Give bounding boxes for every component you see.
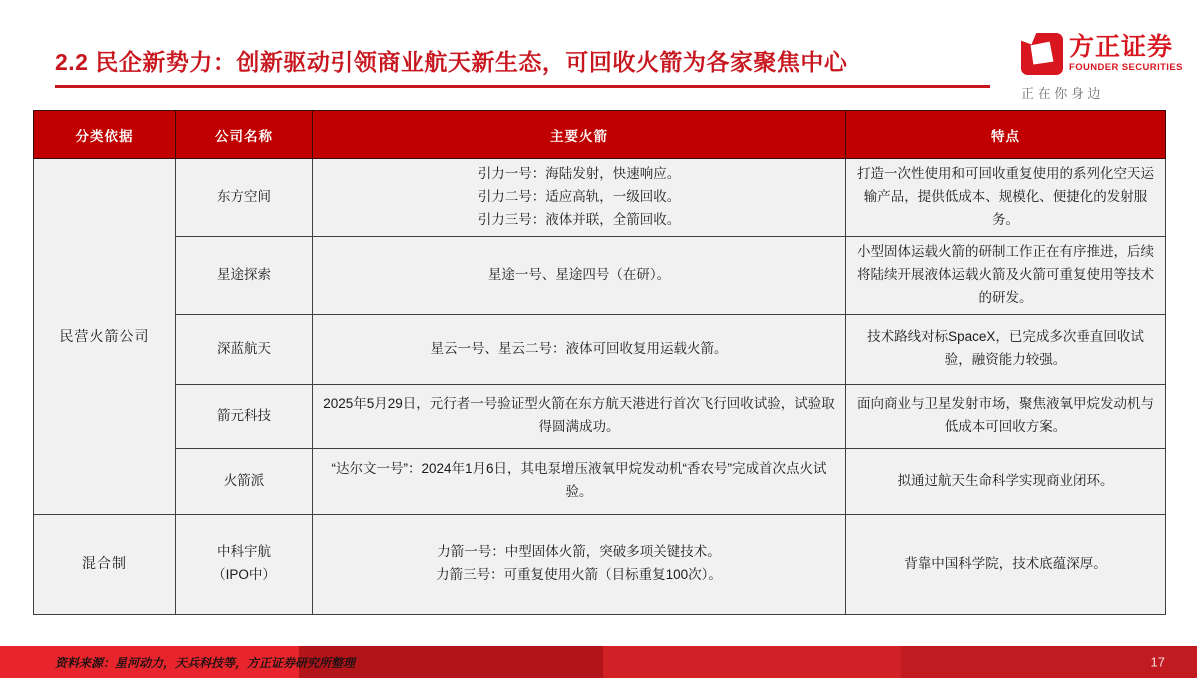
- rocket-line: 力箭一号：中型固体火箭，突破多项关键技术。: [437, 544, 721, 560]
- rockets-cell: “达尔文一号”：2024年1月6日，其电泵增压液氧甲烷发动机“香农号”完成首次点火试验。: [313, 448, 846, 514]
- company-cell: 火箭派: [176, 448, 313, 514]
- table-row: [34, 514, 1166, 614]
- logo-name-cn: 方正证券: [1069, 33, 1174, 61]
- rockets-cell: 星途一号、星途四号（在研）。: [313, 237, 846, 315]
- table-row: [34, 384, 1166, 448]
- rocket-line: 力箭三号：可重复使用火箭（目标重复100次）。: [436, 567, 722, 583]
- rocket-line: 引力一号：海陆发射，快速响应。: [477, 166, 681, 182]
- companies-table: [33, 110, 1166, 615]
- companies-table-wrapper: [33, 110, 1166, 615]
- table-header-row: [34, 111, 1166, 159]
- logo-text: [1069, 33, 1183, 73]
- table-row: [34, 159, 1166, 237]
- column-header-features: 特点: [846, 111, 1166, 159]
- company-cell: [176, 514, 313, 614]
- rockets-cell: [313, 159, 846, 237]
- company-line: 中科宇航: [217, 544, 271, 560]
- category-cell: 民营火箭公司: [34, 159, 176, 515]
- table-row: [34, 237, 1166, 315]
- rockets-cell: [313, 514, 846, 614]
- rockets-cell: 2025年5月29日，元行者一号验证型火箭在东方航天港进行首次飞行回收试验，试验取得圆满成功。: [313, 384, 846, 448]
- feature-cell: 小型固体运载火箭的研制工作正在有序推进，后续将陆续开展液体运载火箭及火箭可重复使用等技术的研发。: [846, 237, 1166, 315]
- logo-name-en: FOUNDER SECURITIES: [1069, 62, 1183, 74]
- table-row: [34, 314, 1166, 384]
- feature-cell: 打造一次性使用和可回收重复使用的系列化空天运输产品，提供低成本、规模化、便捷化的发射服务。: [846, 159, 1166, 237]
- feature-cell: 技术路线对标SpaceX，已完成多次垂直回收试验，融资能力较强。: [846, 314, 1166, 384]
- founder-securities-logo: [1021, 33, 1183, 102]
- logo-top: [1021, 33, 1183, 75]
- company-cell: 东方空间: [176, 159, 313, 237]
- page-title: 2.2 民企新势力：创新驱动引领商业航天新生态，可回收火箭为各家聚焦中心: [55, 49, 848, 75]
- column-header-category: 分类依据: [34, 111, 176, 159]
- feature-cell: 拟通过航天生命科学实现商业闭环。: [846, 448, 1166, 514]
- feature-cell: 面向商业与卫星发射市场，聚焦液氧甲烷发动机与低成本可回收方案。: [846, 384, 1166, 448]
- footer-bar: [0, 646, 1197, 678]
- category-cell: 混合制: [34, 514, 176, 614]
- rocket-line: 引力二号：适应高轨，一级回收。: [477, 189, 681, 205]
- feature-cell: 背靠中国科学院，技术底蕴深厚。: [846, 514, 1166, 614]
- logo-tagline: 正 在 你 身 边: [1021, 86, 1101, 101]
- founder-square-logo-icon: [1021, 33, 1063, 75]
- title-underline: [55, 85, 990, 88]
- company-line: （IPO中）: [212, 567, 276, 583]
- source-note: 资料来源：星河动力，天兵科技等，方正证券研究所整理: [55, 655, 356, 670]
- company-cell: 箭元科技: [176, 384, 313, 448]
- column-header-company: 公司名称: [176, 111, 313, 159]
- rockets-cell: 星云一号、星云二号：液体可回收复用运载火箭。: [313, 314, 846, 384]
- column-header-rockets: 主要火箭: [313, 111, 846, 159]
- table-row: [34, 448, 1166, 514]
- rocket-line: 引力三号：液体并联，全箭回收。: [477, 211, 681, 227]
- company-cell: 星途探索: [176, 237, 313, 315]
- company-cell: 深蓝航天: [176, 314, 313, 384]
- page-number: 17: [1150, 654, 1165, 670]
